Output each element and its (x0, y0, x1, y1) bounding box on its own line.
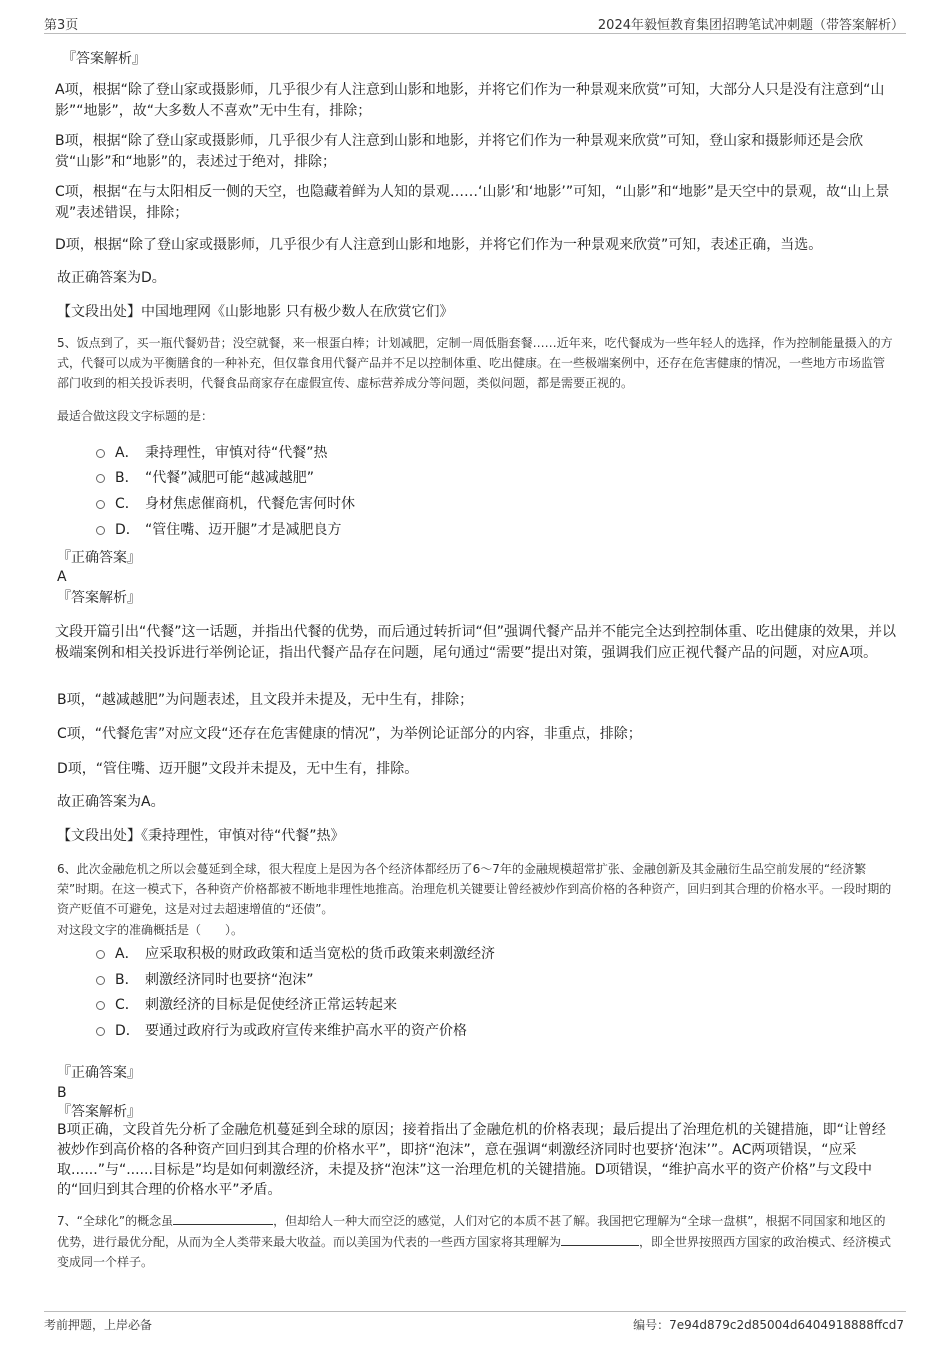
radio-icon[interactable] (96, 950, 105, 959)
q6-question: 对这段文字的准确概括是（ ）。 (57, 923, 244, 937)
option-text: 秉持理性，审慎对待“代餐”热 (145, 445, 328, 461)
option-text: 应采取积极的财政政策和适当宽松的货币政策来刺激经济 (145, 946, 495, 962)
q6-option-c[interactable] (96, 995, 397, 1015)
option-text: 刺激经济的目标是促使经济正常运转起来 (145, 997, 397, 1013)
document-code (633, 1316, 904, 1333)
option-text: 刺激经济同时也要挤“泡沫” (145, 972, 314, 988)
q4-analysis-d: D项，根据“除了登山家或摄影师，几乎很少有人注意到山影和地影，并将它们作为一种景观来欣赏”可知，表述正确，当选。 (55, 237, 823, 253)
document-title: 2024年毅恒教育集团招聘笔试冲刺题（带答案解析） (597, 18, 904, 33)
q4-analysis-b: B项，根据“除了登山家或摄影师，几乎很少有人注意到山影和地影，并将它们作为一种景观来欣赏”可知，登山家和摄影师还是会欣赏“山影”和“地影”的，表述过于绝对，排除； (55, 133, 864, 170)
q5-analysis-d: D项，“管住嘴、迈开腿”文段并未提及，无中生有，排除。 (57, 761, 419, 777)
q7-text-part2: ，但却给人一种大而空泛的感觉，人们对它的本质不甚了解。我国把它理解为“全球一盘棋”，根据不同国家和地区的优势，进行最优分配，从而为全人类带来最大收益。而以美国为代表的一些西方国家将其理解为 (57, 1214, 886, 1249)
header-divider (44, 33, 906, 34)
footer-slogan: 考前押题，上岸必备 (44, 1318, 153, 1332)
option-letter: C． (115, 997, 139, 1013)
q5-passage: 5、饭点到了，买一瓶代餐奶昔；没空就餐，来一根蛋白棒；计划减肥，定制一周低脂套餐……近年来，吃代餐成为一些年轻人的选择，作为控制能量摄入的方式，代餐可以成为平衡膳食的一种补充，但仅靠食用代餐产品并不足以控制体重、吃出健康。在一些极端案例中，还存在危害健康的情况，一些地方市场监管部门收到的相关投诉表明，代餐食品商家存在虚假宣传、虚标营养成分等问题，类似问题，都是需要正视的。 (57, 336, 893, 390)
q4-analysis-c: C项，根据“在与太阳相反一侧的天空，也隐藏着鲜为人知的景观……‘山影’和‘地影’”可知，“山影”和“地影”是天空中的景观，故“山上景观”表述错误，排除； (55, 184, 890, 221)
page-number: 第3页 (44, 18, 79, 33)
q5-answer: A (57, 569, 67, 585)
q5-option-a[interactable] (96, 443, 328, 463)
option-letter: A． (115, 445, 139, 461)
q7-blank-1[interactable] (173, 1210, 273, 1225)
q7-passage (57, 1210, 895, 1272)
q5-analysis-b: B项，“越减越肥”为问题表述，且文段并未提及，无中生有，排除； (57, 692, 474, 708)
q4-source: 【文段出处】中国地理网《山影地影 只有极少数人在欣赏它们》 (57, 304, 454, 320)
option-letter: B． (115, 972, 139, 988)
q5-analysis: 文段开篇引出“代餐”这一话题，并指出代餐的优势，而后通过转折词“但”强调代餐产品并不能完全达到控制体重、吃出健康的效果，并以极端案例和相关投诉进行举例论证，指出代餐产品存在问题，尾句通过“需要”提出对策，强调我们应正视代餐产品的问题，对应A项。 (55, 624, 897, 661)
document-code-value: 7e94d879c2d85004d6404918888ffcd7 (669, 1318, 904, 1332)
q7-text-part1: 7、“全球化”的概念虽 (57, 1214, 174, 1228)
q5-analysis-title: 『答案解析』 (57, 590, 141, 606)
q4-analysis-title: 『答案解析』 (62, 51, 146, 67)
footer-divider (44, 1311, 906, 1312)
radio-icon[interactable] (96, 1001, 105, 1010)
q5-option-c[interactable] (96, 494, 355, 514)
q6-option-d[interactable] (96, 1021, 467, 1041)
q5-conclusion: 故正确答案为A。 (57, 794, 165, 810)
q5-question: 最适合做这段文字标题的是： (57, 409, 214, 423)
q4-conclusion: 故正确答案为D。 (57, 270, 166, 286)
q5-option-b[interactable] (96, 468, 314, 488)
option-text: “代餐”减肥可能“越减越肥” (145, 470, 315, 486)
q7-text-part3: ，即全世界按照西方国家的政治模式、经济模式变成同一个样子。 (57, 1235, 892, 1269)
q6-option-b[interactable] (96, 970, 314, 990)
document-code-label: 编号： (633, 1318, 670, 1332)
q5-source: 【文段出处】《秉持理性，审慎对待“代餐”热》 (57, 828, 345, 844)
radio-icon[interactable] (96, 474, 105, 483)
q6-answer: B (57, 1085, 67, 1101)
radio-icon[interactable] (96, 526, 105, 535)
q6-passage: 6、此次金融危机之所以会蔓延到全球，很大程度上是因为各个经济体都经历了6～7年的金融规模超常扩张、金融创新及其金融衍生品空前发展的“经济繁荣”时期。在这一模式下，各种资产价格都被不断地非理性地推高。治理危机关键要让曾经被炒作到高价格的各种资产，回归到其合理的价格水平。一段时期的资产贬值不可避免，这是对过去超速增值的“还债”。 (57, 862, 892, 916)
radio-icon[interactable] (96, 500, 105, 509)
radio-icon[interactable] (96, 976, 105, 985)
q6-analysis: B项正确，文段首先分析了金融危机蔓延到全球的原因；接着指出了金融危机的价格表现；最后提出了治理危机的关键措施，即“让曾经被炒作到高价格的各种资产回归到其合理的价格水平”，即挤“泡沫”，意在强调“刺激经济同时也要挤‘泡沫’”。AC两项错误，“应采取......”与“......目标是”均是如何刺激经济，未提及挤“泡沫”这一治理危机的关键措施。D项错误，“维护高水平的资产价格”与文段中的“回归到其合理的价格水平”矛盾。 (57, 1122, 886, 1198)
radio-icon[interactable] (96, 449, 105, 458)
q7-blank-2[interactable] (561, 1231, 639, 1246)
option-letter: D． (115, 522, 140, 538)
option-text: “管住嘴、迈开腿”才是减肥良方 (145, 522, 342, 538)
q6-analysis-title: 『答案解析』 (57, 1104, 141, 1120)
option-letter: B． (115, 470, 139, 486)
option-text: 身材焦虑催商机，代餐危害何时休 (145, 496, 355, 512)
option-letter: C． (115, 496, 139, 512)
option-letter: A． (115, 946, 139, 962)
q5-answer-title: 『正确答案』 (57, 550, 141, 566)
q6-answer-title: 『正确答案』 (57, 1065, 141, 1081)
q5-option-d[interactable] (96, 520, 342, 540)
q6-option-a[interactable] (96, 944, 495, 964)
q5-analysis-c: C项，“代餐危害”对应文段“还存在危害健康的情况”，为举例论证部分的内容，非重点，排除； (57, 726, 642, 742)
option-letter: D． (115, 1023, 140, 1039)
q4-analysis-a: A项，根据“除了登山家或摄影师，几乎很少有人注意到山影和地影，并将它们作为一种景观来欣赏”可知，大部分人只是没有注意到“山影”“地影”，故“大多数人不喜欢”无中生有，排除； (55, 82, 885, 119)
radio-icon[interactable] (96, 1027, 105, 1036)
option-text: 要通过政府行为或政府宣传来维护高水平的资产价格 (145, 1023, 467, 1039)
